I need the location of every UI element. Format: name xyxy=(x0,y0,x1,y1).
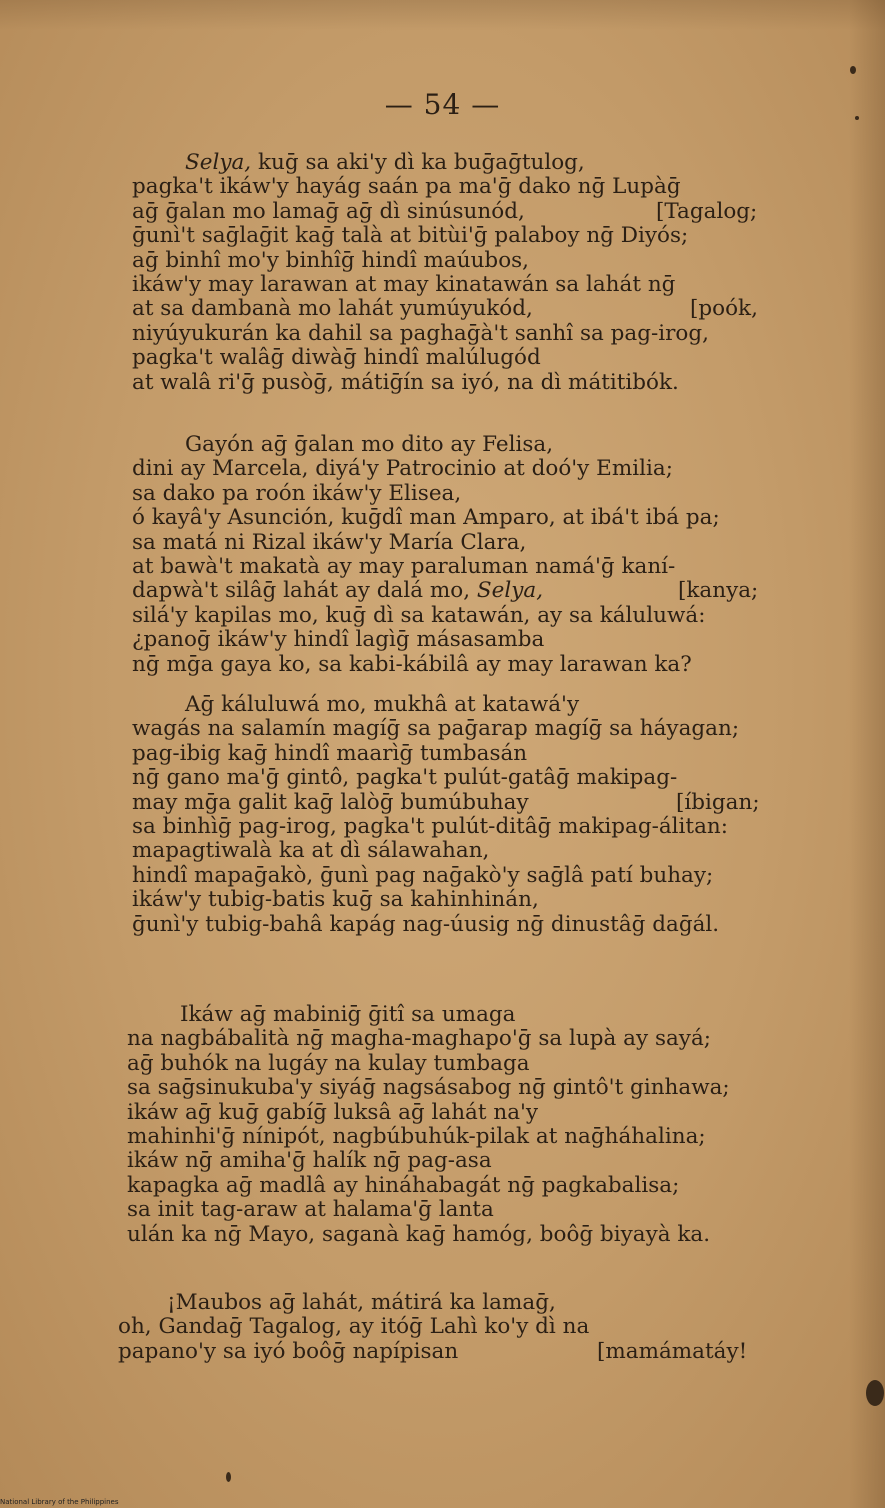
poem-line xyxy=(132,741,527,767)
poem-line xyxy=(132,652,692,678)
poem-line xyxy=(127,1173,679,1199)
poem-line xyxy=(132,321,709,347)
line-text: Gayón aḡ ḡalan mo dito ay Felisa, xyxy=(185,432,554,457)
line-text: sa dako pa roón ikáw'y Elisea, xyxy=(132,480,462,506)
page-number: — 54 — xyxy=(384,88,501,121)
line-text: ulán ka nḡ Mayo, saganà kaḡ hamóg, boôḡ biyayà ka. xyxy=(127,1221,711,1247)
line-text: ¿panoḡ ikáw'y hindî lagìḡ másasamba xyxy=(132,627,545,653)
poem-line xyxy=(132,345,541,371)
line-text: may mḡa galit kaḡ lalòḡ bumúbuhay xyxy=(132,789,529,815)
line-text: ḡunì'y tubig-bahâ kapág nag-úusig nḡ dinustâḡ daḡál. xyxy=(132,911,720,937)
bracketed-line-ending: [kanya; xyxy=(678,578,759,604)
line-text: hindî mapaḡakò, ḡunì pag naḡakò'y saḡlâ patí buhay; xyxy=(132,862,714,888)
line-text: sa binhìḡ pag-irog, pagka't pulút-ditâḡ makipag-álitan: xyxy=(132,814,728,839)
line-text: wagás na salamín magíḡ sa paḡarap magíḡ sa háyagan; xyxy=(132,716,740,742)
line-italic-name: Selya, xyxy=(476,578,544,604)
poem-line xyxy=(127,1051,530,1077)
poem-line xyxy=(132,838,489,864)
poem-line xyxy=(132,456,673,482)
line-text: kuḡ sa aki'y dì ka buḡaḡtulog, xyxy=(251,150,585,175)
poem-line xyxy=(118,1339,458,1365)
line-text: dini ay Marcela, diyá'y Patrocinio at doó'y Emilia; xyxy=(132,456,673,482)
poem-line xyxy=(132,912,719,938)
poem-line xyxy=(132,481,461,507)
poem-line xyxy=(132,627,544,653)
poem-line xyxy=(132,223,688,249)
bracketed-line-ending: [Tagalog; xyxy=(656,198,758,224)
line-text: ikáw'y tubig-batis kuḡ sa kahinhinán, xyxy=(132,887,539,913)
line-text: aḡ buhók na lugáy na kulay tumbaga xyxy=(127,1050,530,1076)
poem-line xyxy=(185,692,579,718)
line-text: ikáw nḡ amiha'ḡ halík nḡ pag-asa xyxy=(127,1148,492,1174)
bracketed-line-ending: [íbigan; xyxy=(676,789,760,815)
poem-line xyxy=(132,296,533,322)
poem-line xyxy=(127,1100,538,1126)
line-text: Ikáw aḡ mabiniḡ ḡitî sa umaga xyxy=(180,1002,516,1027)
poem-line xyxy=(132,199,525,225)
poem-line xyxy=(132,370,679,396)
line-text: pagka't ikáw'y hayág saán pa ma'ḡ dako nḡ Lupàḡ xyxy=(132,174,681,200)
line-text: ikáw aḡ kuḡ gabíḡ luksâ aḡ lahát na'y xyxy=(127,1099,539,1125)
poem-line xyxy=(127,1148,492,1174)
poem-line xyxy=(127,1197,494,1223)
poem-line xyxy=(180,1002,515,1028)
line-text: papano'y sa iyó boôḡ napípisan xyxy=(118,1338,459,1364)
line-text: sa matá ni Rizal ikáw'y María Clara, xyxy=(132,529,527,555)
poem-line xyxy=(132,554,675,580)
page-top-shadow xyxy=(0,0,885,30)
poem-line xyxy=(127,1026,711,1052)
line-text: pagka't walâḡ diwàḡ hindî malúlugód xyxy=(132,345,541,371)
line-text: mapagtiwalà ka at dì sálawahan, xyxy=(132,838,490,864)
poem-line xyxy=(132,716,739,742)
poem-line xyxy=(127,1124,706,1150)
poem-line xyxy=(132,765,677,791)
line-text: at walâ ri'ḡ pusòḡ, mátiḡín sa iyó, na dì mátitibók. xyxy=(132,369,679,395)
poem-line xyxy=(185,150,585,176)
poem-line xyxy=(127,1222,710,1248)
line-text: sa saḡsinukuba'y siyáḡ nagsásabog nḡ gintô't ginhawa; xyxy=(127,1075,730,1101)
line-text: at sa dambanà mo lahát yumúyukód, xyxy=(132,296,533,322)
line-italic-name: Selya, xyxy=(185,150,252,175)
line-text: ikáw'y may larawan at may kinatawán sa lahát nḡ xyxy=(132,272,676,297)
library-credit: National Library of the Philippines xyxy=(0,1498,119,1506)
line-text: ḡunì't saḡlaḡit kaḡ talà at bitùi'ḡ palaboy nḡ Diyós; xyxy=(132,223,689,249)
poem-line xyxy=(132,887,539,913)
poem-line xyxy=(132,603,705,629)
poem-line xyxy=(132,814,728,840)
poem-line xyxy=(132,863,713,889)
line-text: nḡ gano ma'ḡ gintô, pagka't pulút-gatâḡ makipag- xyxy=(132,765,678,791)
poem-line xyxy=(132,505,720,531)
line-text: at bawà't makatà ay may paraluman namá'ḡ kaní- xyxy=(132,554,676,579)
line-text: niyúyukurán ka dahil sa paghaḡà't sanhî sa pag-irog, xyxy=(132,320,709,346)
line-text: na nagbábalità nḡ magha-maghapo'ḡ sa lupà ay sayá; xyxy=(127,1026,712,1052)
poem-line xyxy=(132,790,529,816)
line-text: kapagka aḡ madlâ ay hináhabagát nḡ pagkabalisa; xyxy=(127,1172,680,1198)
line-text: mahinhi'ḡ nínipót, nagbúbuhúk-pilak at naḡháhalina; xyxy=(127,1124,706,1149)
ink-spot xyxy=(850,66,856,74)
poem-line xyxy=(132,578,543,604)
poem-line xyxy=(132,174,681,200)
line-text: Aḡ káluluwá mo, mukhâ at katawá'y xyxy=(185,692,580,717)
poem-line xyxy=(185,432,553,458)
line-text: sa init tag-araw at halama'ḡ lanta xyxy=(127,1197,494,1223)
line-text: pag-ibig kaḡ hindî maarìḡ tumbasán xyxy=(132,740,528,766)
poem-line xyxy=(167,1290,556,1316)
line-text: ¡Maubos aḡ lahát, mátirá ka lamaḡ, xyxy=(167,1290,556,1315)
line-text: aḡ binhî mo'y binhîḡ hindî maúubos, xyxy=(132,247,530,273)
line-text: silá'y kapilas mo, kuḡ dì sa katawán, ay sa káluluwá: xyxy=(132,602,706,628)
ink-spot xyxy=(226,1472,231,1482)
line-text: oh, Gandaḡ Tagalog, ay itóḡ Lahì ko'y dì na xyxy=(118,1314,590,1340)
line-text: dapwà't silâḡ lahát ay dalá mo, xyxy=(132,578,477,604)
poem-line xyxy=(127,1075,730,1101)
ink-spot xyxy=(866,1380,884,1406)
line-text: aḡ ḡalan mo lamaḡ aḡ dì sinúsunód, xyxy=(132,198,525,224)
poem-line xyxy=(118,1314,589,1340)
bracketed-line-ending: [mamámatáy! xyxy=(597,1338,748,1364)
bracketed-line-ending: [poók, xyxy=(690,296,758,322)
line-text: ó kayâ'y Asunción, kuḡdî man Amparo, at ibá't ibá pa; xyxy=(132,505,720,531)
page-right-shadow xyxy=(849,0,885,1508)
poem-line xyxy=(132,272,675,298)
poem-line xyxy=(132,530,526,556)
poem-line xyxy=(132,248,529,274)
line-text: nḡ mḡa gaya ko, sa kabi-kábilâ ay may larawan ka? xyxy=(132,651,692,677)
ink-spot xyxy=(855,116,859,120)
